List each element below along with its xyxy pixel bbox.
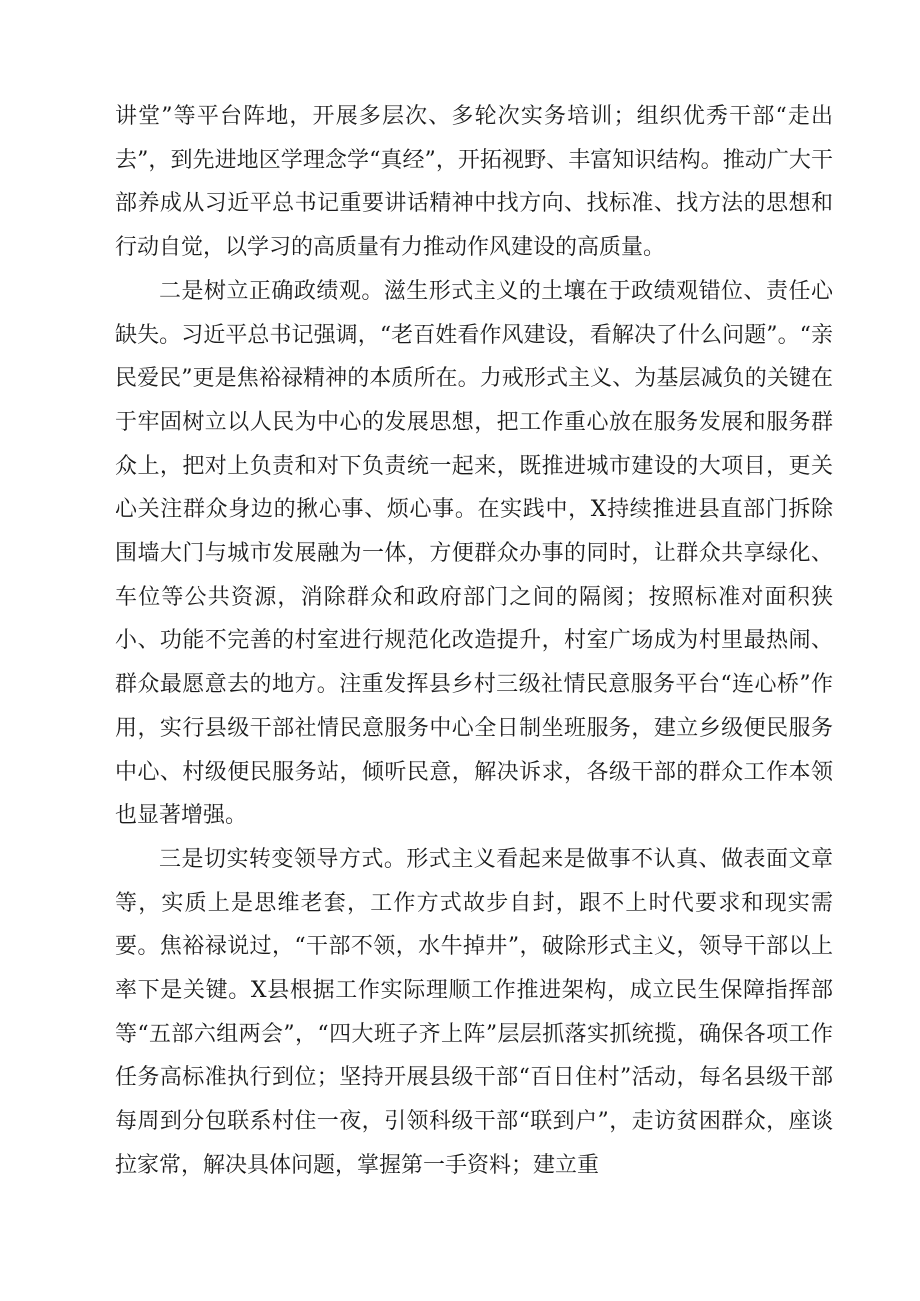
paragraph-correct-performance-view: 二是树立正确政绩观。滋生形式主义的土壤在于政绩观错位、责任心缺失。习近平总书记强调，“老百姓看作风建设，看解决了什么问题”。“亲民爱民”更是焦裕禄精神的本质所在。力戒形式主义、为基层减负的关键在于牢固树立以人民为中心的发展思想，把工作重心放在服务发展和服务群众上，把对上负责和对下负责统一起来，既推进城市建设的大项目，更关心关注群众身边的揪心事、烦心事。在实践中，X持续推进县直部门拆除围墙大门与城市发展融为一体，方便群众办事的同时，让群众共享绿化、车位等公共资源，消除群众和政府部门之间的隔阂；按照标准对面积狭小、功能不完善的村室进行规范化改造提升，村室广场成为村里最热闹、群众最愿意去的地方。注重发挥县乡村三级社情民意服务平台“连心桥”作用，实行县级干部社情民意服务中心全日制坐班服务，建立乡级便民服务中心、村级便民服务站，倾听民意，解决诉求，各级干部的群众工作本领也显著增强。 [115,278,833,829]
document-body [115,95,833,1188]
paragraph-continued-training: 讲堂”等平台阵地，开展多层次、多轮次实务培训；组织优秀干部“走出去”，到先进地区学理念学“真经”，开拓视野、丰富知识结构。推动广大干部养成从习近平总书记重要讲话精神中找方向、找标准、找方法的思想和行动自觉，以学习的高质量有力推动作风建设的高质量。 [115,104,833,261]
paragraph-leadership-style: 三是切实转变领导方式。形式主义看起来是做事不认真、做表面文章等，实质上是思维老套，工作方式故步自封，跟不上时代要求和现实需要。焦裕禄说过，“干部不领，水牛掉井”，破除形式主义，领导干部以上率下是关键。X县根据工作实际理顺工作推进架构，成立民生保障指挥部等“五部六组两会”，“四大班子齐上阵”层层抓落实抓统揽，确保各项工作任务高标准执行到位；坚持开展县级干部“百日住村”活动，每名县级干部每周到分包联系村住一夜，引领科级干部“联到户”，走访贫困群众，座谈拉家常，解决具体问题，掌握第一手资料；建立重 [115,846,833,1178]
